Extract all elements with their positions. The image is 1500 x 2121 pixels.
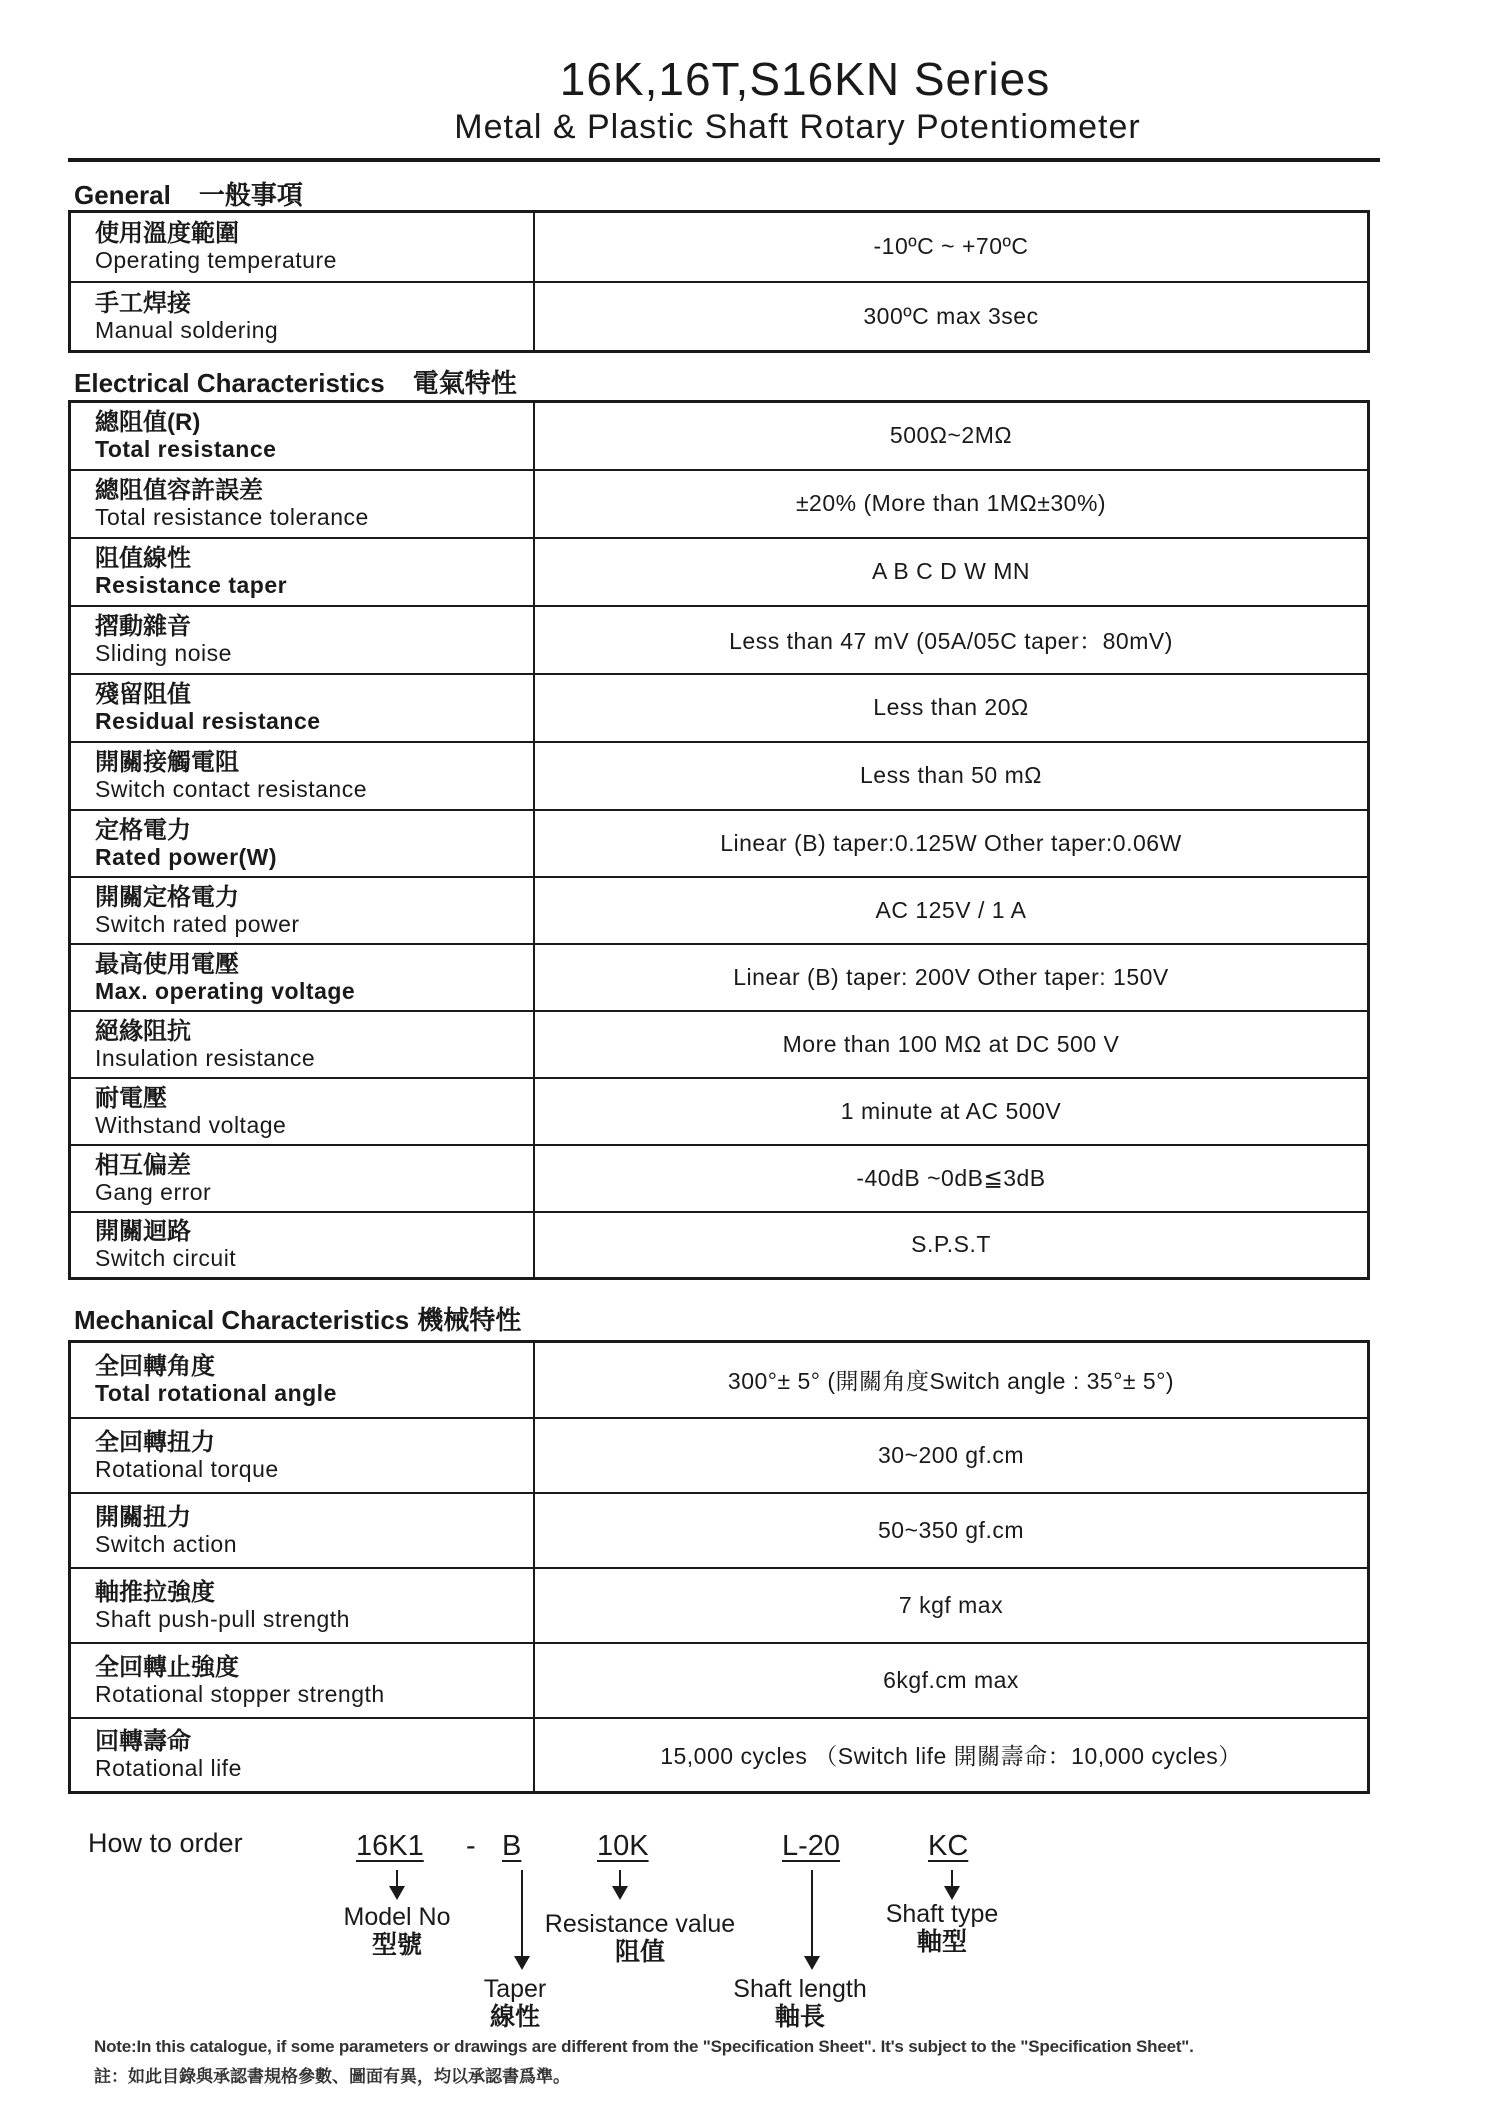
electrical-table [68,400,1370,1280]
arrow-down-icon [389,1886,405,1900]
section-heading-general [74,175,303,212]
section-heading-en: Electrical Characteristics [74,368,385,398]
spec-label-en: Switch contact resistance [95,776,368,802]
table-row [70,1418,1369,1493]
spec-label-en: Switch action [95,1530,238,1557]
spec-value: 7 kgf max [534,1568,1369,1643]
spec-label-cell [70,1568,535,1643]
spec-value: -40dB ~0dB≦3dB [534,1145,1369,1212]
caption-shaft-type [862,1900,1022,1956]
spec-label-en: Withstand voltage [95,1111,287,1138]
spec-value: 300ºC max 3sec [534,282,1369,352]
spec-label-en: Switch rated power [95,910,300,937]
spec-label-en: Insulation resistance [95,1044,316,1071]
spec-value: 15,000 cycles （Switch life 開關壽命：10,000 cycles） [534,1718,1369,1793]
table-row [70,1718,1369,1793]
spec-label-en: Rated power(W) [95,843,278,870]
spec-label-en: Max. operating voltage [95,977,356,1004]
spec-value: Linear (B) taper:0.125W Other taper:0.06W [534,810,1369,877]
header-divider [68,158,1380,162]
spec-label-en: Manual soldering [95,316,279,343]
page-title: 16K,16T,S16KN Series [559,53,1051,105]
spec-label-en: Rotational stopper strength [95,1680,385,1707]
spec-value: S.P.S.T [534,1212,1369,1279]
spec-label-cell [70,1418,535,1493]
section-heading-zh: 電氣特性 [412,368,517,398]
spec-label-zh: 總阻值(R) [95,409,201,437]
spec-label-zh: 開關扭力 [95,1503,191,1531]
spec-label-zh: 殘留阻值 [95,681,191,708]
table-row [70,1145,1369,1212]
spec-value: 30~200 gf.cm [534,1418,1369,1493]
spec-label-cell [70,1493,535,1568]
spec-label-cell [70,282,535,352]
arrow-down-icon [944,1886,960,1900]
table-row [70,1342,1369,1418]
page-subtitle: Metal & Plastic Shaft Rotary Potentiometer [454,108,1141,146]
arrow-line [811,1870,813,1958]
spec-value: 6kgf.cm max [534,1643,1369,1718]
spec-label-zh: 回轉壽命 [95,1728,191,1756]
spec-value: More than 100 MΩ at DC 500 V [534,1011,1369,1078]
table-row [70,1011,1369,1078]
spec-label-zh: 相互偏差 [95,1151,191,1179]
table-row [70,1078,1369,1145]
spec-label-cell [70,1342,535,1418]
spec-label-zh: 摺動雜音 [95,613,191,640]
spec-label-zh: 全回轉扭力 [95,1428,215,1456]
spec-label-en: Total rotational angle [95,1380,337,1407]
section-heading-mechanical [74,1300,521,1337]
spec-label-zh: 開關接觸電阻 [95,749,239,776]
caption-zh: 軸型 [916,1928,967,1956]
table-row [70,674,1369,742]
caption-zh: 軸長 [774,2003,825,2031]
spec-label-en: Shaft push-pull strength [95,1605,350,1632]
table-row [70,470,1369,538]
table-row [70,606,1369,674]
caption-shaft-length [700,1975,900,2031]
spec-value: 300°± 5° (開關角度Switch angle : 35°± 5°) [534,1342,1369,1418]
spec-label-cell [70,810,535,877]
spec-label-zh: 阻值線性 [95,545,191,572]
spec-label-cell [70,1643,535,1718]
spec-label-en: Rotational torque [95,1455,279,1482]
spec-label-en: Total resistance [95,436,277,463]
table-row [70,742,1369,810]
table-row [70,1493,1369,1568]
caption-en: Taper [483,1975,547,2003]
spec-label-zh: 最高使用電壓 [95,950,239,978]
spec-value: ±20% (More than 1MΩ±30%) [534,470,1369,538]
caption-en: Resistance value [544,1910,736,1938]
table-row [70,282,1369,352]
spec-label-zh: 使用溫度範圍 [95,220,239,248]
spec-value: Less than 50 mΩ [534,742,1369,810]
spec-value: A B C D W MN [534,538,1369,606]
spec-label-cell [70,1078,535,1145]
spec-value: Less than 47 mV (05A/05C taper：80mV) [534,606,1369,674]
order-code-resistance: 10K [597,1830,649,1862]
spec-label-cell [70,674,535,742]
note-en: Note:In this catalogue, if some parameters or drawings are different from the "Specification Sheet". It's subject to the "Specification Sheet". [94,2037,1194,2056]
caption-zh: 型號 [371,1931,422,1959]
mechanical-table [68,1340,1370,1794]
spec-value: 50~350 gf.cm [534,1493,1369,1568]
table-row [70,538,1369,606]
spec-label-zh: 軸推拉強度 [95,1578,215,1606]
spec-label-zh: 開關定格電力 [95,883,239,911]
spec-label-en: Gang error [95,1178,212,1205]
section-heading-zh: 一般事項 [198,180,303,210]
spec-value: 1 minute at AC 500V [534,1078,1369,1145]
how-to-order-label: How to order [88,1828,243,1858]
table-row [70,1568,1369,1643]
spec-label-cell [70,1011,535,1078]
spec-label-cell [70,877,535,944]
spec-label-cell [70,1145,535,1212]
caption-taper [455,1975,575,2031]
order-code-shaft-type: KC [928,1830,969,1862]
spec-label-cell [70,1212,535,1279]
order-code-shaft-length: L-20 [782,1830,841,1862]
caption-zh: 線性 [489,2003,540,2031]
table-row [70,944,1369,1011]
spec-label-en: Residual resistance [95,708,321,734]
section-heading-electrical [74,363,517,400]
caption-model-no [317,1903,477,1959]
caption-en: Shaft length [733,1975,867,2003]
section-heading-en: Mechanical Characteristics [74,1305,410,1335]
spec-label-zh: 開關迴路 [95,1218,191,1246]
table-row [70,402,1369,470]
arrow-down-icon [804,1956,820,1970]
spec-label-cell [70,944,535,1011]
page-header [0,52,1500,147]
caption-zh: 阻值 [614,1938,665,1966]
spec-label-cell [70,606,535,674]
general-table [68,210,1370,353]
table-row [70,1212,1369,1279]
spec-label-en: Total resistance tolerance [95,504,369,530]
spec-label-zh: 總阻值容許誤差 [95,477,263,504]
spec-value: Less than 20Ω [534,674,1369,742]
spec-label-en: Operating temperature [95,247,337,274]
arrow-down-icon [612,1886,628,1900]
spec-label-cell [70,742,535,810]
table-row [70,810,1369,877]
table-row [70,877,1369,944]
spec-value: AC 125V / 1 A [534,877,1369,944]
spec-label-cell [70,1718,535,1793]
spec-label-zh: 手工焊接 [95,289,191,317]
spec-value: 500Ω~2MΩ [534,402,1369,470]
spec-label-en: Resistance taper [95,572,288,598]
caption-en: Model No [343,1903,451,1931]
spec-value: Linear (B) taper: 200V Other taper: 150V [534,944,1369,1011]
order-code-model: 16K1 [356,1830,424,1862]
section-heading-zh: 機械特性 [417,1305,522,1335]
caption-en: Shaft type [885,1900,999,1928]
order-code-dash: - [466,1830,476,1862]
spec-value: -10ºC ~ +70ºC [534,212,1369,282]
spec-label-en: Sliding noise [95,640,232,666]
caption-resistance-value [520,1910,760,1966]
spec-label-cell [70,470,535,538]
spec-label-cell [70,402,535,470]
section-heading-en: General [74,180,171,210]
spec-label-en: Switch circuit [95,1245,237,1272]
order-code-taper: B [502,1830,522,1862]
spec-label-en: Rotational life [95,1755,242,1782]
note-zh: 註：如此目錄與承認書規格參數、圖面有異，均以承認書爲準。 [94,2067,570,2086]
spec-label-zh: 全回轉角度 [95,1353,215,1381]
spec-label-cell [70,212,535,282]
spec-label-zh: 定格電力 [95,816,191,844]
table-row [70,1643,1369,1718]
spec-label-zh: 全回轉止強度 [95,1653,239,1681]
table-row [70,212,1369,282]
spec-label-zh: 絕緣阻抗 [95,1017,191,1045]
spec-label-zh: 耐電壓 [95,1084,167,1112]
spec-label-cell [70,538,535,606]
